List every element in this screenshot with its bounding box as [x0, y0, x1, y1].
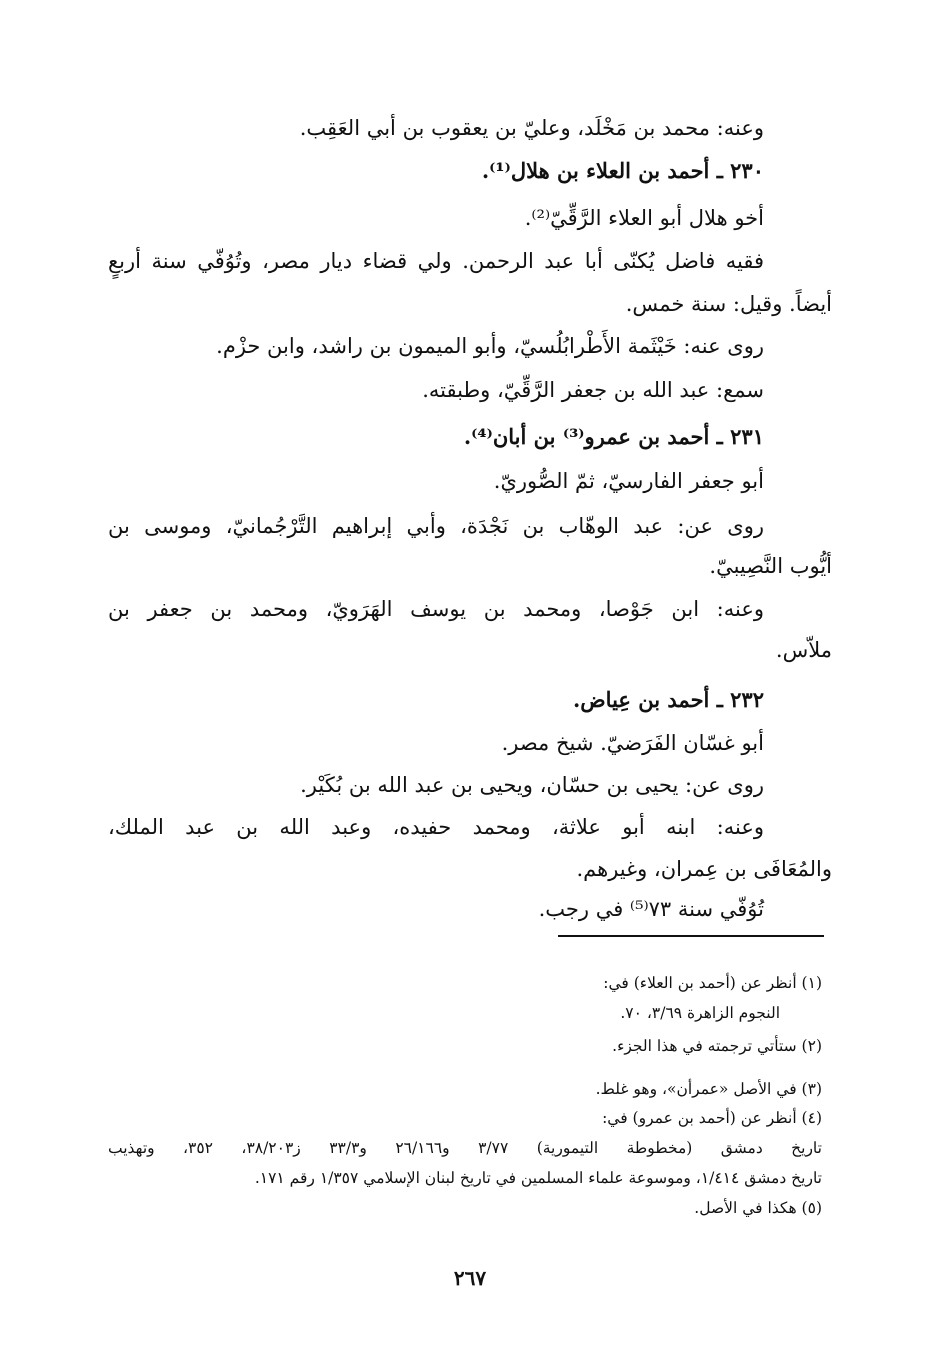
text-line: والمُعَافَى بن عِمران، وغيرهم. — [576, 857, 832, 881]
text-line: روى عن: عبد الوهّاب بن نَجْدَة، وأبي إبراهيم التَّرْجُمانيّ، وموسى بن — [108, 514, 764, 538]
footnote: تاريخ دمشق (مخطوطة التيمورية) ٣/٧٧ و٢٦/١٦٦ و٣٣/٣ ز٣٨/٢٠٣، ٣٥٢، وتهذيب — [108, 1139, 822, 1157]
text-line: فقيه فاضل يُكنّى أبا عبد الرحمن. ولي قضاء ديار مصر، وتُوُفّي سنة أربعٍ — [108, 249, 764, 273]
text-line: ملاّس. — [775, 638, 832, 662]
entry-heading-230: ٢٣٠ ـ أحمد بن العلاء بن هلال⁽¹⁾. — [481, 158, 764, 183]
entry-heading-231: ٢٣١ ـ أحمد بن عمرو⁽³⁾ بن أبان⁽⁴⁾. — [463, 424, 764, 449]
text-line: روى عن: يحيى بن حسّان، ويحيى بن عبد الله بن بُكَيْر. — [300, 773, 764, 797]
text-line: وعنه: محمد بن مَخْلَد، وعليّ بن يعقوب بن أبي العَقِب. — [299, 116, 764, 140]
text-line: أخو هلال أبو العلاء الرَّقِّيّ⁽²⁾. — [524, 206, 764, 230]
text-line: سمع: عبد الله بن جعفر الرَّقِّيّ، وطبقته. — [422, 378, 764, 402]
text-line: أيُّوب النَّصِيبيّ. — [709, 554, 832, 578]
text-line: وعنه: ابنه أبو علاثة، ومحمد حفيده، وعبد الله بن عبد الملك، — [108, 815, 764, 839]
footnote-divider — [558, 935, 824, 937]
footnote: (١) أنظر عن (أحمد بن العلاء) في: — [603, 974, 822, 992]
footnote: تاريخ دمشق ١/٤١٤، وموسوعة علماء المسلمين في تاريخ لبنان الإسلامي ١/٣٥٧ رقم ١٧١. — [254, 1169, 822, 1187]
text-line: أبو غسّان الفَرَضيّ. شيخ مصر. — [501, 731, 764, 755]
footnote: النجوم الزاهرة ٣/٦٩، ٧٠. — [620, 1004, 780, 1022]
footnote: (٣) في الأصل «عمرأن»، وهو غلط. — [595, 1080, 822, 1098]
text-line: وعنه: ابن جَوْصا، ومحمد بن يوسف الهَرَويّ، ومحمد بن جعفر بن — [108, 597, 764, 621]
page-number: ٢٦٧ — [453, 1266, 487, 1290]
entry-heading-232: ٢٣٢ ـ أحمد بن عِياض. — [572, 687, 764, 712]
text-line: أبو جعفر الفارسيّ، ثمّ الصُّوريّ. — [493, 469, 764, 493]
text-line: تُوُفّي سنة ٧٣⁽⁵⁾ في رجب. — [538, 897, 764, 921]
footnote: (٢) ستأتي ترجمته في هذا الجزء. — [612, 1037, 822, 1055]
text-line: أيضاً. وقيل: سنة خمس. — [625, 292, 832, 316]
footnote: (٥) هكذا في الأصل. — [694, 1199, 822, 1217]
footnote: (٤) أنظر عن (أحمد بن عمرو) في: — [602, 1109, 822, 1127]
text-line: روى عنه: خَيْثَمة الأَطْرابُلُسيّ، وأبو الميمون بن راشد، وابن حزْم. — [216, 334, 764, 358]
